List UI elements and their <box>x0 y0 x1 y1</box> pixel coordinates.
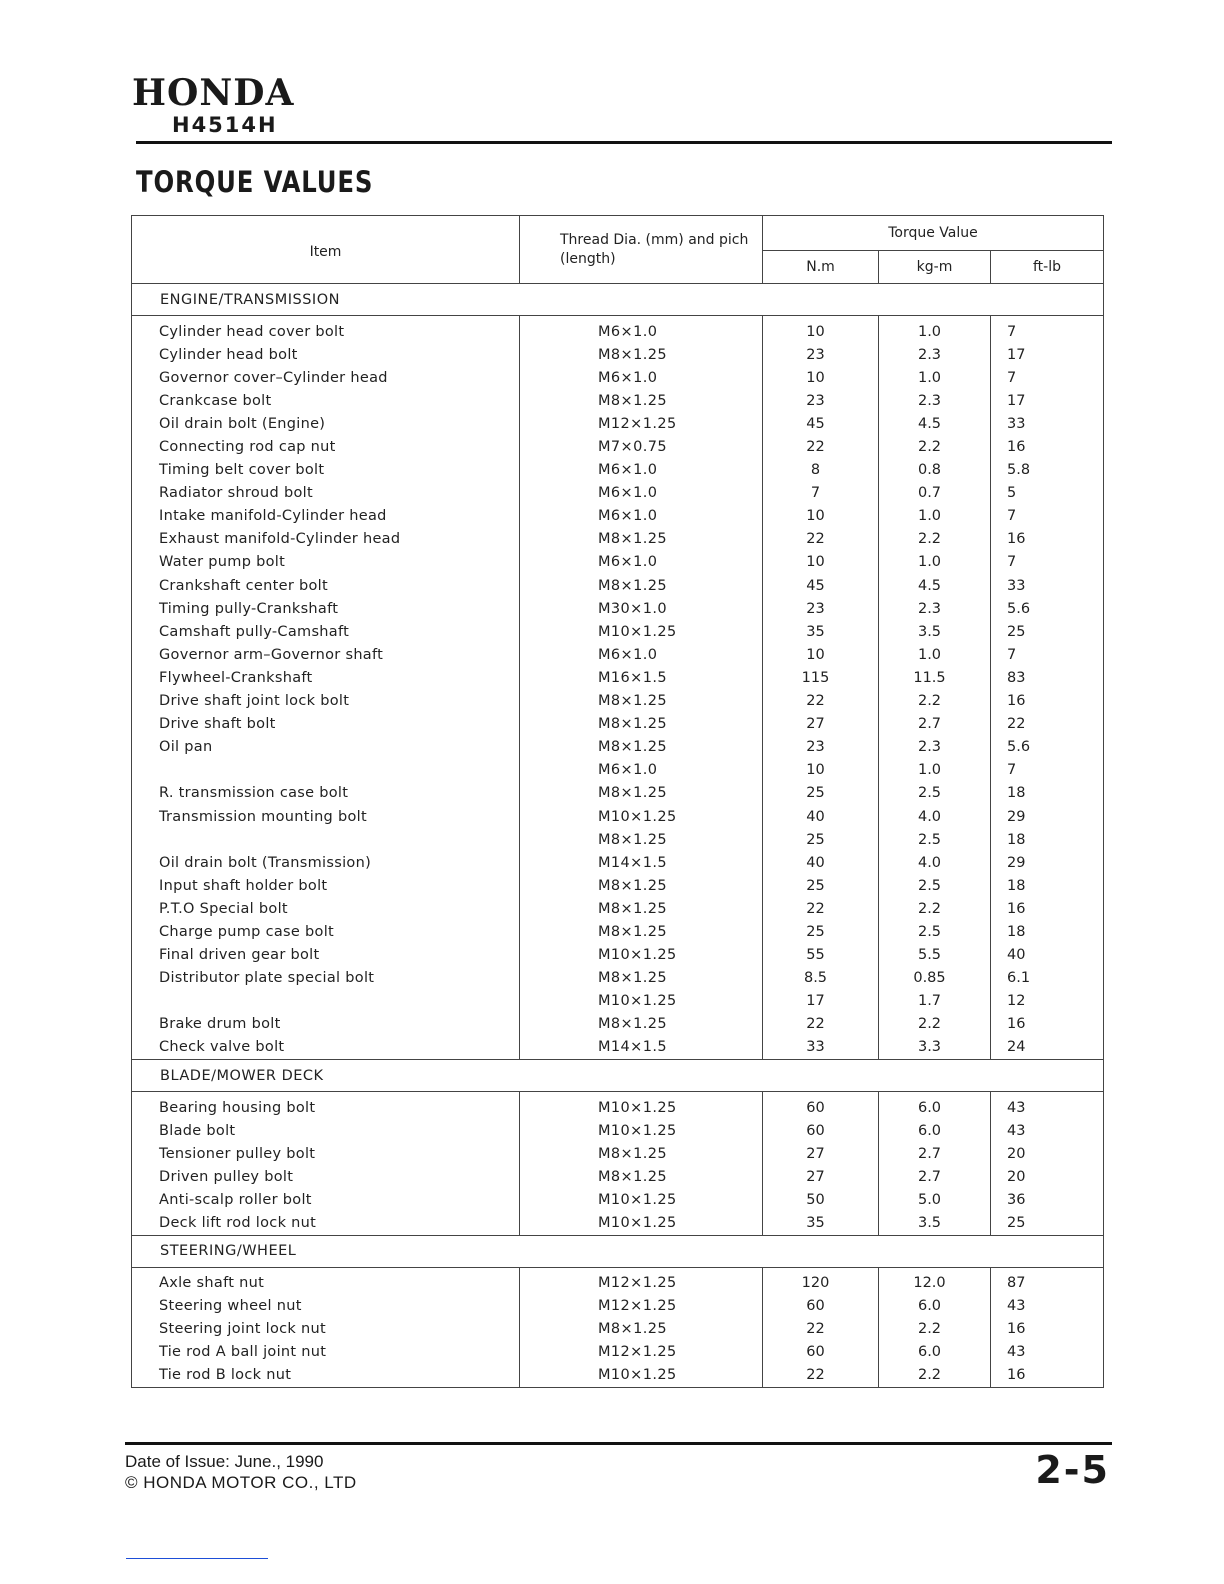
cell-thread: M6×1.0 <box>520 643 763 666</box>
cell-kgm: 0.8 <box>879 459 991 482</box>
cell-nm: 27 <box>763 1142 879 1165</box>
cell-thread: M16×1.5 <box>520 666 763 689</box>
cell-kgm: 4.0 <box>879 851 991 874</box>
cell-item: Crankcase bolt <box>132 389 520 412</box>
table-row <box>132 528 1104 551</box>
table-row <box>132 897 1104 920</box>
cell-thread: M10×1.25 <box>520 990 763 1013</box>
cell-nm: 8.5 <box>763 967 879 990</box>
cell-ftlb: 25 <box>991 620 1104 643</box>
table-row <box>132 320 1104 343</box>
cell-thread: M10×1.25 <box>520 1188 763 1211</box>
cell-item: Cylinder head bolt <box>132 343 520 366</box>
cell-ftlb: 7 <box>991 320 1104 343</box>
cell-ftlb: 33 <box>991 574 1104 597</box>
cell-thread: M8×1.25 <box>520 782 763 805</box>
cell-ftlb: 43 <box>991 1096 1104 1119</box>
cell-item: Camshaft pully-Camshaft <box>132 620 520 643</box>
cell-nm: 22 <box>763 1318 879 1341</box>
cell-nm: 23 <box>763 597 879 620</box>
cell-kgm: 0.85 <box>879 967 991 990</box>
cell-thread: M8×1.25 <box>520 574 763 597</box>
cell-item: Governor arm–Governor shaft <box>132 643 520 666</box>
cell-nm: 22 <box>763 1364 879 1388</box>
cell-item: Anti-scalp roller bolt <box>132 1188 520 1211</box>
cell-ftlb: 43 <box>991 1119 1104 1142</box>
cell-nm: 25 <box>763 874 879 897</box>
cell-ftlb: 16 <box>991 690 1104 713</box>
table-row <box>132 1142 1104 1165</box>
cell-thread: M8×1.25 <box>520 528 763 551</box>
cell-nm: 23 <box>763 389 879 412</box>
cell-nm: 40 <box>763 851 879 874</box>
cell-kgm: 1.7 <box>879 990 991 1013</box>
cell-ftlb: 20 <box>991 1142 1104 1165</box>
cell-thread: M10×1.25 <box>520 1096 763 1119</box>
cell-kgm: 2.3 <box>879 736 991 759</box>
cell-nm: 23 <box>763 343 879 366</box>
cell-ftlb: 25 <box>991 1211 1104 1235</box>
cell-nm: 10 <box>763 505 879 528</box>
cell-nm: 10 <box>763 551 879 574</box>
cell-kgm: 2.2 <box>879 897 991 920</box>
cell-item: P.T.O Special bolt <box>132 897 520 920</box>
cell-item: Tie rod A ball joint nut <box>132 1341 520 1364</box>
cell-item: Check valve bolt <box>132 1036 520 1060</box>
page-number: 2-5 <box>1035 1448 1110 1492</box>
cell-ftlb: 33 <box>991 412 1104 435</box>
cell-kgm: 3.3 <box>879 1036 991 1060</box>
cell-kgm: 6.0 <box>879 1096 991 1119</box>
cell-kgm: 2.7 <box>879 1165 991 1188</box>
cell-kgm: 2.7 <box>879 713 991 736</box>
table-row <box>132 1165 1104 1188</box>
cell-thread: M6×1.0 <box>520 505 763 528</box>
table-row <box>132 620 1104 643</box>
cell-nm: 22 <box>763 528 879 551</box>
cell-thread: M6×1.0 <box>520 320 763 343</box>
cell-ftlb: 24 <box>991 1036 1104 1060</box>
cell-nm: 35 <box>763 620 879 643</box>
table-row <box>132 343 1104 366</box>
table-row <box>132 713 1104 736</box>
cell-ftlb: 83 <box>991 666 1104 689</box>
table-row <box>132 574 1104 597</box>
cell-kgm: 2.5 <box>879 828 991 851</box>
table-row <box>132 1188 1104 1211</box>
cell-thread: M12×1.25 <box>520 1295 763 1318</box>
cell-item: Timing belt cover bolt <box>132 459 520 482</box>
header-rule <box>136 141 1112 144</box>
page-title: TORQUE VALUES <box>136 165 374 199</box>
cell-kgm: 4.5 <box>879 574 991 597</box>
cell-ftlb: 5.8 <box>991 459 1104 482</box>
cell-nm: 115 <box>763 666 879 689</box>
cell-kgm: 0.7 <box>879 482 991 505</box>
cell-item: Oil drain bolt (Engine) <box>132 412 520 435</box>
table-row <box>132 990 1104 1013</box>
section-header: BLADE/MOWER DECK <box>132 1060 1104 1092</box>
table-row <box>132 482 1104 505</box>
cell-kgm: 2.3 <box>879 343 991 366</box>
footer-link-line <box>126 1558 268 1559</box>
cell-item: Deck lift rod lock nut <box>132 1211 520 1235</box>
cell-nm: 7 <box>763 482 879 505</box>
cell-kgm: 2.2 <box>879 1364 991 1388</box>
table-row <box>132 1364 1104 1388</box>
cell-thread: M8×1.25 <box>520 967 763 990</box>
table-row <box>132 782 1104 805</box>
cell-kgm: 1.0 <box>879 759 991 782</box>
cell-kgm: 1.0 <box>879 366 991 389</box>
cell-nm: 50 <box>763 1188 879 1211</box>
cell-ftlb: 29 <box>991 805 1104 828</box>
cell-thread: M8×1.25 <box>520 828 763 851</box>
cell-ftlb: 18 <box>991 782 1104 805</box>
cell-item: Intake manifold-Cylinder head <box>132 505 520 528</box>
cell-thread: M8×1.25 <box>520 343 763 366</box>
cell-thread: M7×0.75 <box>520 435 763 458</box>
table-row <box>132 666 1104 689</box>
cell-nm: 35 <box>763 1211 879 1235</box>
cell-kgm: 5.5 <box>879 944 991 967</box>
cell-kgm: 2.7 <box>879 1142 991 1165</box>
torque-values-table <box>131 215 1104 1388</box>
table-row <box>132 389 1104 412</box>
table-row <box>132 1119 1104 1142</box>
cell-ftlb: 16 <box>991 1013 1104 1036</box>
cell-thread: M10×1.25 <box>520 944 763 967</box>
table-row <box>132 597 1104 620</box>
table-row <box>132 366 1104 389</box>
cell-ftlb: 18 <box>991 874 1104 897</box>
table-row <box>132 643 1104 666</box>
cell-thread: M8×1.25 <box>520 1318 763 1341</box>
cell-item: Radiator shroud bolt <box>132 482 520 505</box>
cell-kgm: 4.5 <box>879 412 991 435</box>
cell-item: Water pump bolt <box>132 551 520 574</box>
table-row <box>132 920 1104 943</box>
cell-ftlb: 16 <box>991 435 1104 458</box>
cell-nm: 60 <box>763 1341 879 1364</box>
cell-kgm: 2.2 <box>879 528 991 551</box>
cell-nm: 10 <box>763 320 879 343</box>
cell-ftlb: 7 <box>991 643 1104 666</box>
cell-nm: 27 <box>763 1165 879 1188</box>
table-row <box>132 551 1104 574</box>
footer-rule <box>125 1442 1112 1445</box>
table-row <box>132 1295 1104 1318</box>
cell-thread: M12×1.25 <box>520 1341 763 1364</box>
cell-kgm: 2.2 <box>879 435 991 458</box>
cell-kgm: 6.0 <box>879 1119 991 1142</box>
cell-item: Distributor plate special bolt <box>132 967 520 990</box>
cell-item: Transmission mounting bolt <box>132 805 520 828</box>
cell-thread: M8×1.25 <box>520 920 763 943</box>
cell-thread: M8×1.25 <box>520 690 763 713</box>
cell-ftlb: 43 <box>991 1295 1104 1318</box>
cell-kgm: 2.2 <box>879 1318 991 1341</box>
cell-item: Tensioner pulley bolt <box>132 1142 520 1165</box>
cell-thread: M8×1.25 <box>520 1142 763 1165</box>
table-row <box>132 736 1104 759</box>
cell-ftlb: 40 <box>991 944 1104 967</box>
cell-item: Final driven gear bolt <box>132 944 520 967</box>
cell-thread: M10×1.25 <box>520 1364 763 1388</box>
cell-ftlb: 7 <box>991 366 1104 389</box>
cell-nm: 25 <box>763 782 879 805</box>
cell-thread: M6×1.0 <box>520 482 763 505</box>
table-row <box>132 1272 1104 1295</box>
cell-ftlb: 16 <box>991 897 1104 920</box>
cell-nm: 10 <box>763 759 879 782</box>
cell-item: Governor cover–Cylinder head <box>132 366 520 389</box>
cell-thread: M6×1.0 <box>520 759 763 782</box>
cell-ftlb: 22 <box>991 713 1104 736</box>
cell-thread: M8×1.25 <box>520 1165 763 1188</box>
cell-ftlb: 36 <box>991 1188 1104 1211</box>
cell-ftlb: 18 <box>991 920 1104 943</box>
header-torque-value: Torque Value <box>763 216 1104 251</box>
cell-thread: M30×1.0 <box>520 597 763 620</box>
cell-nm: 45 <box>763 412 879 435</box>
cell-ftlb: 5.6 <box>991 597 1104 620</box>
cell-item: Exhaust manifold-Cylinder head <box>132 528 520 551</box>
table-row <box>132 759 1104 782</box>
cell-item <box>132 990 520 1013</box>
cell-item: Brake drum bolt <box>132 1013 520 1036</box>
cell-item: Crankshaft center bolt <box>132 574 520 597</box>
cell-ftlb: 17 <box>991 343 1104 366</box>
cell-ftlb: 7 <box>991 551 1104 574</box>
cell-nm: 25 <box>763 920 879 943</box>
cell-nm: 22 <box>763 1013 879 1036</box>
cell-nm: 60 <box>763 1119 879 1142</box>
cell-ftlb: 7 <box>991 505 1104 528</box>
cell-thread: M10×1.25 <box>520 1211 763 1235</box>
table-row <box>132 828 1104 851</box>
honda-logo: HONDA <box>132 72 295 114</box>
cell-thread: M8×1.25 <box>520 713 763 736</box>
cell-item: Driven pulley bolt <box>132 1165 520 1188</box>
cell-thread: M14×1.5 <box>520 851 763 874</box>
cell-thread: M6×1.0 <box>520 551 763 574</box>
table-row <box>132 1036 1104 1060</box>
cell-item: Oil drain bolt (Transmission) <box>132 851 520 874</box>
cell-item: Axle shaft nut <box>132 1272 520 1295</box>
cell-item: Steering wheel nut <box>132 1295 520 1318</box>
cell-kgm: 2.5 <box>879 782 991 805</box>
table-row <box>132 874 1104 897</box>
cell-kgm: 3.5 <box>879 620 991 643</box>
cell-item: Cylinder head cover bolt <box>132 320 520 343</box>
cell-kgm: 1.0 <box>879 551 991 574</box>
table-row <box>132 1211 1104 1235</box>
header-item: Item <box>132 216 520 284</box>
cell-kgm: 1.0 <box>879 505 991 528</box>
cell-kgm: 2.2 <box>879 690 991 713</box>
cell-kgm: 2.5 <box>879 874 991 897</box>
cell-kgm: 3.5 <box>879 1211 991 1235</box>
cell-nm: 40 <box>763 805 879 828</box>
cell-item: R. transmission case bolt <box>132 782 520 805</box>
cell-item: Steering joint lock nut <box>132 1318 520 1341</box>
cell-item: Oil pan <box>132 736 520 759</box>
copyright: © HONDA MOTOR CO., LTD <box>125 1473 357 1492</box>
cell-thread: M6×1.0 <box>520 459 763 482</box>
cell-ftlb: 12 <box>991 990 1104 1013</box>
cell-kgm: 11.5 <box>879 666 991 689</box>
cell-ftlb: 6.1 <box>991 967 1104 990</box>
cell-kgm: 2.2 <box>879 1013 991 1036</box>
header-thread: Thread Dia. (mm) and pich (length) <box>520 216 763 284</box>
cell-item: Drive shaft bolt <box>132 713 520 736</box>
cell-kgm: 12.0 <box>879 1272 991 1295</box>
cell-nm: 22 <box>763 435 879 458</box>
cell-ftlb: 7 <box>991 759 1104 782</box>
cell-kgm: 6.0 <box>879 1341 991 1364</box>
table-row <box>132 412 1104 435</box>
cell-ftlb: 16 <box>991 528 1104 551</box>
cell-item: Tie rod B lock nut <box>132 1364 520 1388</box>
cell-kgm: 5.0 <box>879 1188 991 1211</box>
cell-thread: M14×1.5 <box>520 1036 763 1060</box>
cell-ftlb: 16 <box>991 1318 1104 1341</box>
cell-ftlb: 5.6 <box>991 736 1104 759</box>
cell-nm: 27 <box>763 713 879 736</box>
table-row <box>132 690 1104 713</box>
cell-item: Bearing housing bolt <box>132 1096 520 1119</box>
cell-item: Drive shaft joint lock bolt <box>132 690 520 713</box>
table-row <box>132 944 1104 967</box>
cell-item: Charge pump case bolt <box>132 920 520 943</box>
cell-kgm: 2.3 <box>879 389 991 412</box>
cell-nm: 22 <box>763 897 879 920</box>
table-row <box>132 851 1104 874</box>
issue-date: Date of Issue: June., 1990 <box>125 1452 324 1471</box>
cell-kgm: 1.0 <box>879 643 991 666</box>
cell-item <box>132 759 520 782</box>
cell-nm: 17 <box>763 990 879 1013</box>
table-row <box>132 1096 1104 1119</box>
cell-kgm: 2.5 <box>879 920 991 943</box>
cell-thread: M6×1.0 <box>520 366 763 389</box>
cell-nm: 60 <box>763 1295 879 1318</box>
cell-nm: 45 <box>763 574 879 597</box>
cell-nm: 25 <box>763 828 879 851</box>
table-row <box>132 1013 1104 1036</box>
cell-item: Blade bolt <box>132 1119 520 1142</box>
cell-ftlb: 17 <box>991 389 1104 412</box>
cell-nm: 10 <box>763 643 879 666</box>
cell-item: Flywheel-Crankshaft <box>132 666 520 689</box>
table-row <box>132 1341 1104 1364</box>
cell-item: Connecting rod cap nut <box>132 435 520 458</box>
cell-nm: 55 <box>763 944 879 967</box>
cell-thread: M12×1.25 <box>520 412 763 435</box>
cell-kgm: 1.0 <box>879 320 991 343</box>
cell-nm: 60 <box>763 1096 879 1119</box>
cell-thread: M8×1.25 <box>520 1013 763 1036</box>
cell-kgm: 2.3 <box>879 597 991 620</box>
cell-thread: M10×1.25 <box>520 620 763 643</box>
cell-thread: M8×1.25 <box>520 897 763 920</box>
header-ftlb: ft-lb <box>991 251 1104 284</box>
header-kgm: kg-m <box>879 251 991 284</box>
section-header: ENGINE/TRANSMISSION <box>132 284 1104 316</box>
table-row <box>132 505 1104 528</box>
table-row <box>132 1318 1104 1341</box>
cell-nm: 33 <box>763 1036 879 1060</box>
cell-ftlb: 87 <box>991 1272 1104 1295</box>
table-row <box>132 805 1104 828</box>
cell-nm: 120 <box>763 1272 879 1295</box>
header-nm: N.m <box>763 251 879 284</box>
model-number: H4514H <box>172 113 278 137</box>
cell-item: Timing pully-Crankshaft <box>132 597 520 620</box>
table-row <box>132 459 1104 482</box>
cell-nm: 22 <box>763 690 879 713</box>
cell-ftlb: 16 <box>991 1364 1104 1388</box>
cell-thread: M8×1.25 <box>520 389 763 412</box>
cell-nm: 8 <box>763 459 879 482</box>
table-row <box>132 967 1104 990</box>
cell-thread: M10×1.25 <box>520 1119 763 1142</box>
table-row <box>132 435 1104 458</box>
cell-ftlb: 43 <box>991 1341 1104 1364</box>
cell-nm: 10 <box>763 366 879 389</box>
cell-item: Input shaft holder bolt <box>132 874 520 897</box>
section-header: STEERING/WHEEL <box>132 1235 1104 1267</box>
cell-item <box>132 828 520 851</box>
cell-ftlb: 29 <box>991 851 1104 874</box>
cell-thread: M12×1.25 <box>520 1272 763 1295</box>
cell-thread: M8×1.25 <box>520 874 763 897</box>
cell-thread: M10×1.25 <box>520 805 763 828</box>
cell-kgm: 4.0 <box>879 805 991 828</box>
table-body <box>132 284 1104 1388</box>
cell-nm: 23 <box>763 736 879 759</box>
cell-ftlb: 5 <box>991 482 1104 505</box>
cell-thread: M8×1.25 <box>520 736 763 759</box>
cell-ftlb: 20 <box>991 1165 1104 1188</box>
cell-kgm: 6.0 <box>879 1295 991 1318</box>
cell-ftlb: 18 <box>991 828 1104 851</box>
